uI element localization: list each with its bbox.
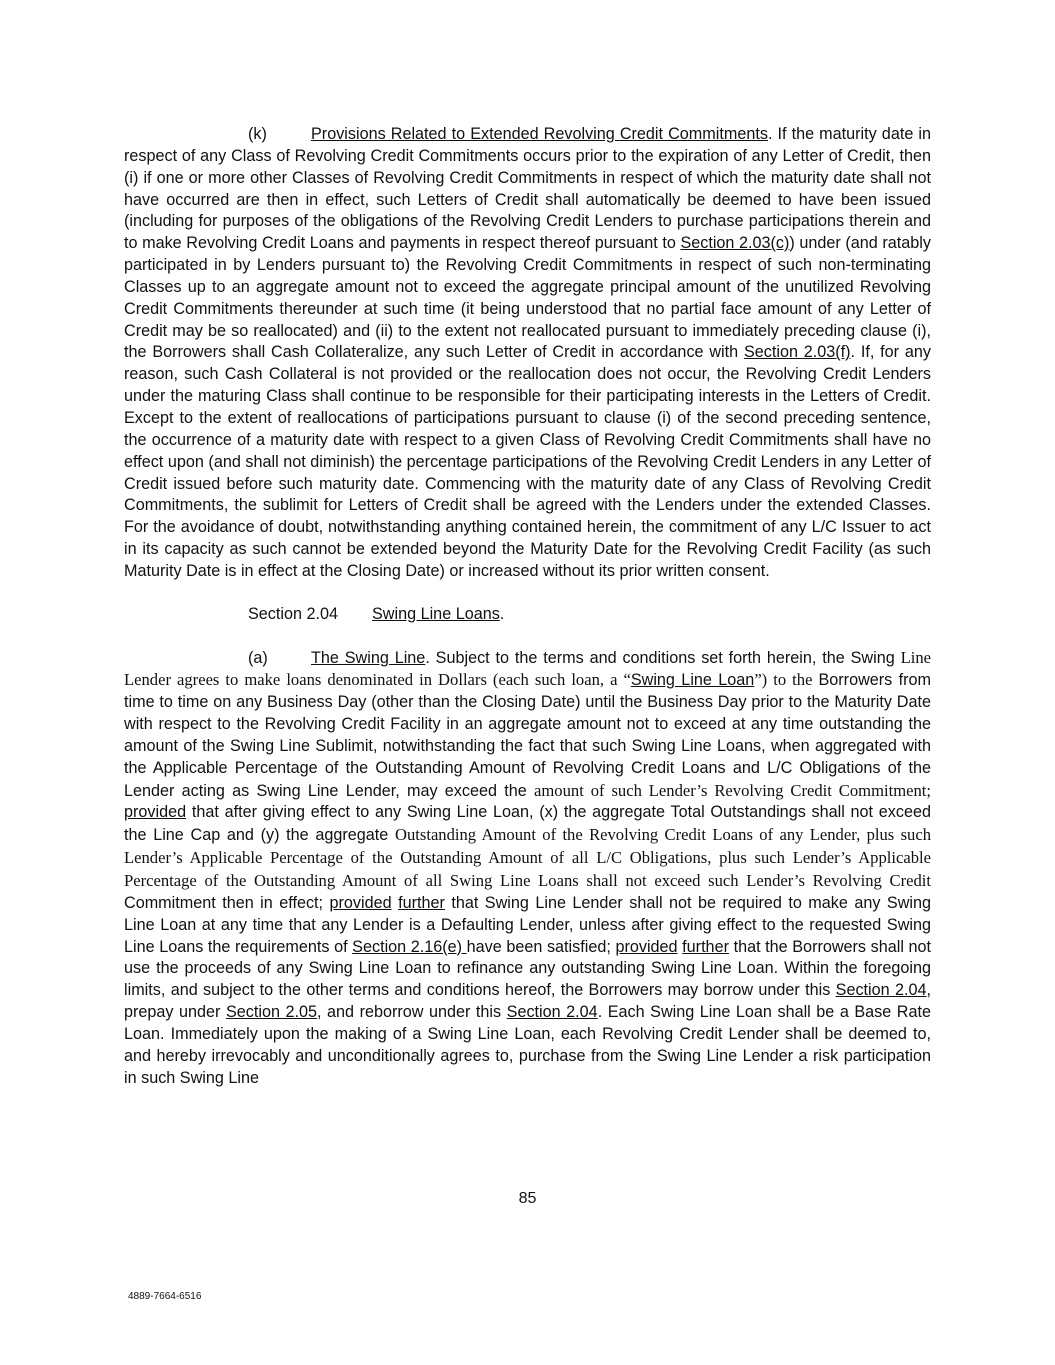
page-number: 85 [518,1190,537,1207]
clause-text: , prepay under [124,981,931,1022]
section-title-period: . [499,604,505,623]
section-number: Section 2.04 [248,604,338,623]
proviso-term: provided [329,893,392,912]
proviso-term: further [398,893,445,912]
section-heading [124,604,931,626]
clause-text: . If the maturity date in respect of any Class of Revolving Credit Commitments occurs prior to the expiration of any Letter of Credit, then (i) if one or more other Classes of Revolving Credit Commitments in respect of which the maturity date shall not have occurred are then in effect, such Letters of Credit shall automatically be deemed to have been issued (including for purposes of the obligations of the Revolving Credit Lenders to purchase participations therein and to make Revolving Credit Loans and payments in respect thereof pursuant to [124,125,931,253]
clause-text: , and reborrow under this [317,1003,507,1022]
proviso-term: provided [615,937,678,956]
clause-text-serif: amount of such Lender’s Revolving Credit Commitment; [534,780,931,800]
clause-enumerator: (k) [248,125,267,143]
document-id: 4889-7664-6516 [128,1291,202,1302]
section-reference: Section 2.03(f) [743,343,851,362]
section-reference: Section 2.16(e) [352,937,467,956]
clause-text-serif: ”) to the [754,670,819,690]
proviso-term: further [682,937,729,956]
clause-heading: Provisions Related to Extended Revolving Credit Commitments [311,125,768,143]
clause-text: Borrowers from time to time on any Business Day (other than the Closing Date) until the Business Day prior to the Maturity Date with respect to the Revolving Credit Facility in an aggregate amount not to exceed at any time outstanding the amount of the Swing Line Sublimit, notwithstanding the fact that such Swing Line Loans, when aggregated with the Applicable Percentage of the Outstanding Amount of Revolving Credit Loans and L/C Obligations of the Lender acting as Swing Line Lender, may exceed the [124,671,931,800]
clause-text: ) under (and ratably participated in by Lenders pursuant to) the Revolving Credit Commitments in respect of such non-terminating Classes up to an aggregate amount not to exceed the aggregate principal amount of the unutilized Revolving Credit Commitments thereunder at such time (it being understood that no partial face amount of any Letter of Credit may be so reallocated) and (ii) to the extent not reallocated pursuant to immediately preceding clause (i), the Borrowers shall Cash Collateralize, any such Letter of Credit in accordance with [124,234,932,362]
defined-term: Swing Line Loan [630,671,755,690]
clause-text: that Swing Line Lender shall not be required to make any Swing Line Loan at any time that any Lender is a Defaulting Lender, unless after giving effect to the requested Swing Line Loans the requirements of [124,893,931,956]
paragraph-k [124,124,931,583]
clause-text-serif: Outstanding Amount of the Revolving Credit Loans of any Lender, plus such Lender’s Applicable Percentage of the Outstanding Amount of all L/C Obligations, plus such Lender’s Applicable Percentage of the Outstanding Amount of all Swing Line Loans shall not exceed such Lender’s Revolving Credit [124,825,932,890]
section-reference: Section 2.04 [835,981,927,1000]
clause-text: . Each Swing Line Loan shall be a Base Rate Loan. Immediately upon the making of a Swing Line Loan, each Revolving Credit Lender shall be deemed to, and hereby irrevocably and unconditionally agrees to, purchase from the Swing Line Lender a risk participation in such Swing Line [124,1003,931,1087]
clause-text: have been satisfied; [466,937,616,956]
clause-text: that the Borrowers shall not use the proceeds of any Swing Line Loan to refinance any outstanding Swing Line Loan. Within the foregoing limits, and subject to the other terms and conditions hereof, the Borrowers may borrow under this [124,937,932,1000]
section-reference: Section 2.05 [225,1003,318,1022]
clause-text: Commitment then in effect; [124,893,330,912]
section-title: Swing Line Loans [372,604,500,623]
paragraph-a [124,647,931,1090]
proviso-term: provided [124,803,187,822]
clause-text-serif: Line Lender agrees to make loans denominated in Dollars (each such loan, a “ [124,647,931,690]
section-reference: Section 2.04 [506,1003,598,1022]
clause-text: . If, for any reason, such Cash Collateral is not provided or the reallocation does not occur, the Revolving Credit Lenders under the maturing Class shall continue to be responsible for their participating interests in the Letters of Credit. Except to the extent of reallocations of participations pursuant to clause (i) of the second preceding sentence, the occurrence of a maturity date with respect to a given Class of Revolving Credit Commitments shall have no effect upon (and shall not diminish) the percentage participations of the Revolving Credit Lenders in any Letter of Credit issued before such maturity date. Commencing with the maturity date of any Class of Revolving Credit Commitments, the sublimit for Letters of Credit shall be agreed with the Lenders under the extended Classes. For the avoidance of doubt, notwithstanding anything contained herein, the commitment of any L/C Issuer to act in its capacity as such cannot be extended beyond the Maturity Date for the Revolving Credit Facility (as such Maturity Date is in effect at the Closing Date) or increased without its prior written consent. [124,343,931,580]
clause-text: that after giving effect to any Swing Line Loan, (x) the aggregate Total Outstandings shall not exceed the Line Cap and (y) the aggregate [124,803,931,845]
clause-text: . Subject to the terms and conditions set forth herein, the Swing [425,648,901,667]
clause-enumerator: (a) [248,648,268,667]
clause-heading: The Swing Line [311,648,426,667]
section-reference: Section 2.03(c) [680,234,790,253]
document-body [124,124,931,1089]
